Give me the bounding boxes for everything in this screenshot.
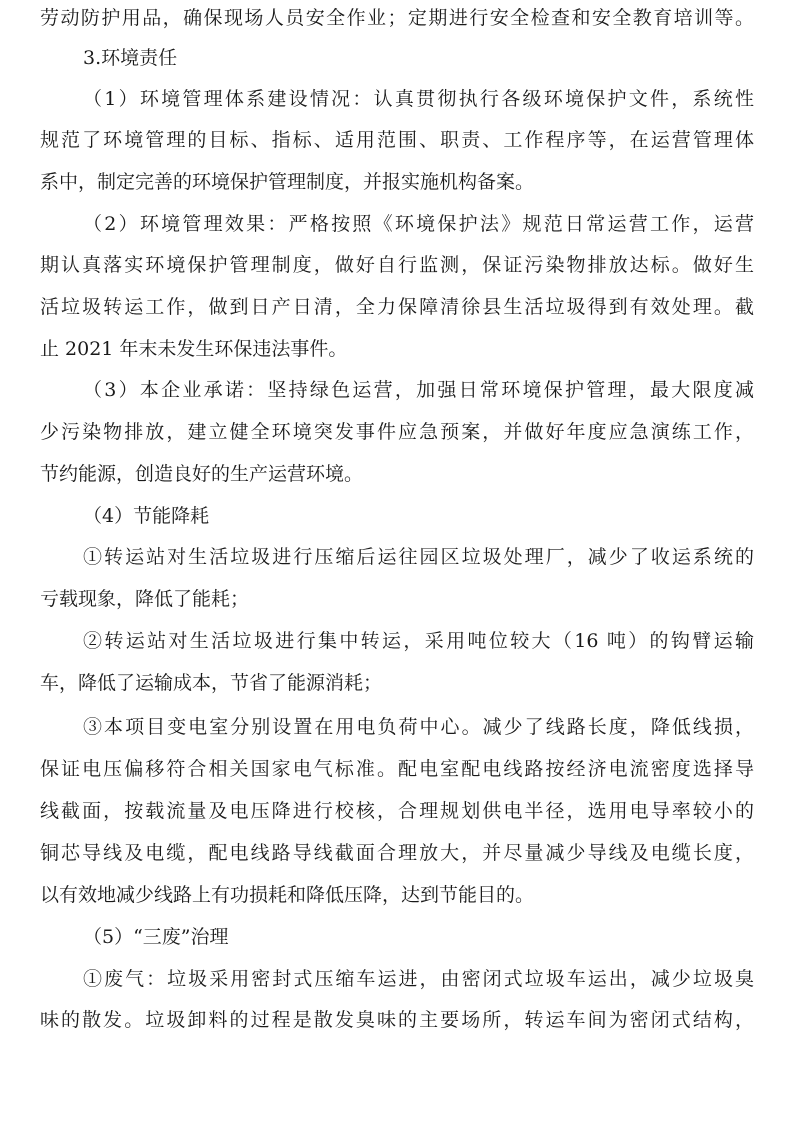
text-line: ②转运站对生活垃圾进行集中转运，采用吨位较大（16 吨）的钩臂运输 [83, 630, 754, 652]
text-line: （2）环境管理效果：严格按照《环境保护法》规范日常运营工作，运营 [83, 213, 754, 235]
text-line: ③本项目变电室分别设置在用电负荷中心。减少了线路长度，降低线损， [83, 716, 754, 738]
text-line: （3）本企业承诺：坚持绿色运营，加强日常环境保护管理，最大限度减 [83, 379, 754, 401]
text-line: 味的散发。垃圾卸料的过程是散发臭味的主要场所，转运车间为密闭式结构， [40, 1009, 754, 1031]
text-line: 铜芯导线及电缆，配电线路导线截面合理放大，并尽量减少导线及电缆长度， [40, 842, 754, 864]
text-line: 节约能源，创造良好的生产运营环境。 [40, 463, 364, 485]
text-line: 以有效地减少线路上有功损耗和降低压降，达到节能目的。 [40, 884, 535, 906]
text-line: 亏载现象，降低了能耗； [40, 588, 250, 610]
text-line: 3.环境责任 [83, 47, 178, 69]
text-line: 线截面，按载流量及电压降进行校核，合理规划供电半径，选用电导率较小的 [40, 800, 754, 822]
text-line: 少污染物排放，建立健全环境突发事件应急预案，并做好年度应急演练工作， [40, 421, 754, 443]
text-line: ①废气：垃圾采用密封式压缩车运进，由密闭式垃圾车运出，减少垃圾臭 [83, 968, 754, 990]
text-line: 保证电压偏移符合相关国家电气标准。配电室配电线路按经济电流密度选择导 [40, 758, 754, 780]
text-line: 规范了环境管理的目标、指标、适用范围、职责、工作程序等，在运营管理体 [40, 129, 754, 151]
text-line: 车，降低了运输成本，节省了能源消耗； [40, 672, 383, 694]
text-line: 劳动防护用品，确保现场人员安全作业；定期进行安全检查和安全教育培训等。 [40, 7, 754, 29]
text-line: 期认真落实环境保护管理制度，做好自行监测，保证污染物排放达标。做好生 [40, 254, 754, 276]
text-line: （4）节能降耗 [83, 505, 210, 527]
text-line: （5）“三废”治理 [83, 926, 229, 948]
text-line: ①转运站对生活垃圾进行压缩后运往园区垃圾处理厂，减少了收运系统的 [83, 546, 754, 568]
text-line: （1）环境管理体系建设情况：认真贯彻执行各级环境保护文件，系统性 [83, 88, 754, 110]
text-line: 止 2021 年末未发生环保违法事件。 [40, 338, 348, 360]
text-line: 系中，制定完善的环境保护管理制度，并报实施机构备案。 [40, 171, 535, 193]
text-line: 活垃圾转运工作，做到日产日清，全力保障清徐县生活垃圾得到有效处理。截 [40, 296, 754, 318]
